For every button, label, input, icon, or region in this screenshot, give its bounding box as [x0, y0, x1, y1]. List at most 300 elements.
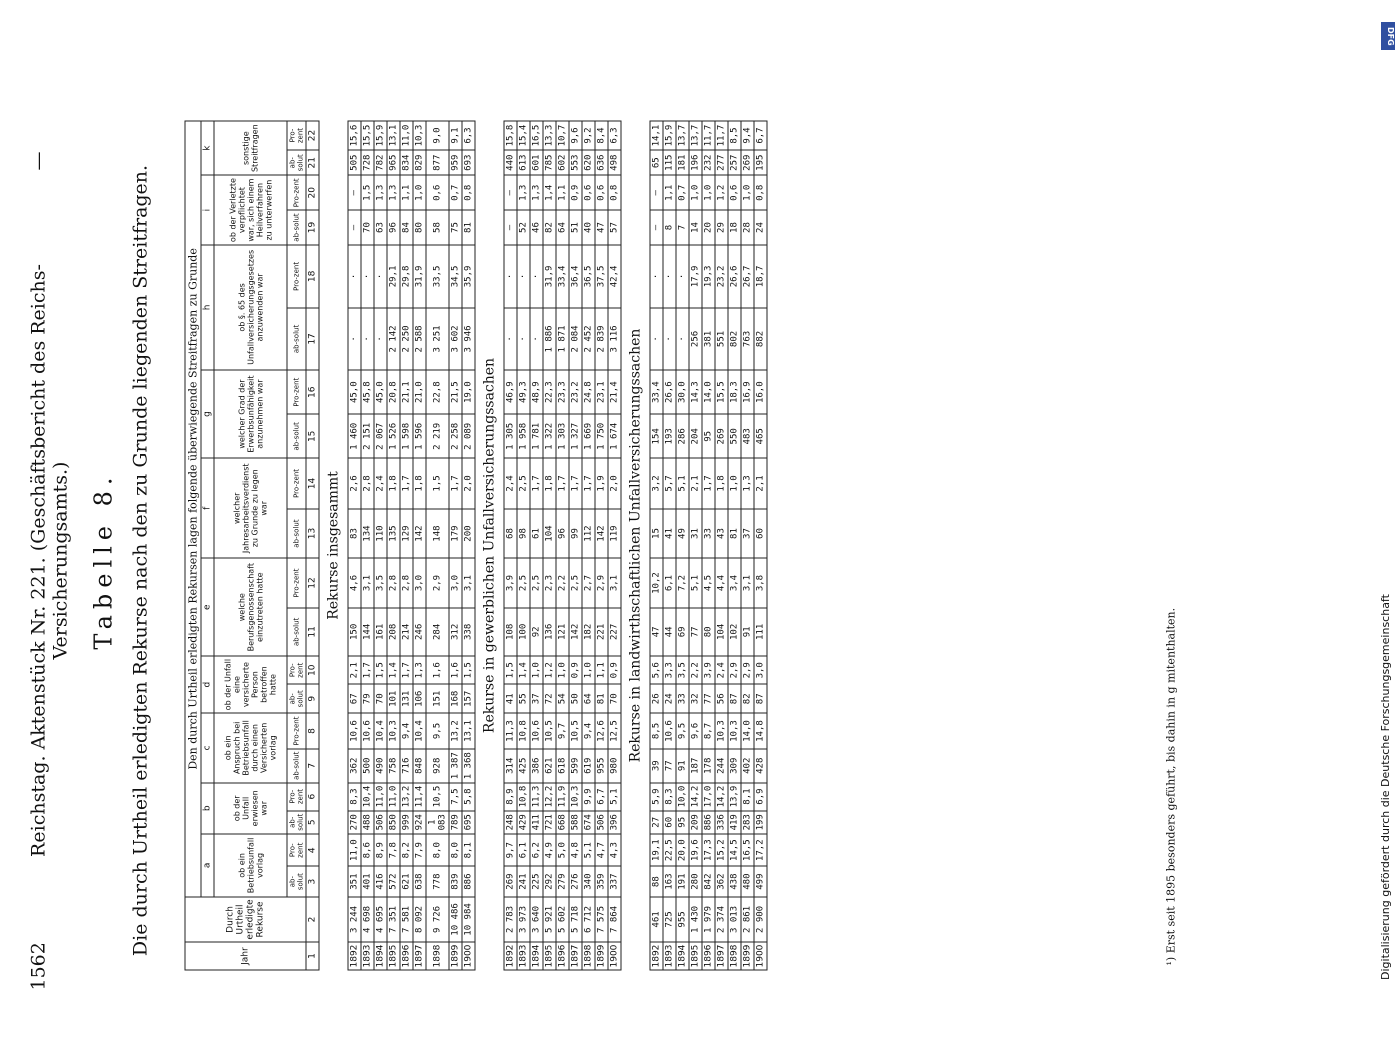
- value-cell: 33: [702, 509, 715, 559]
- value-cell: 6,1: [663, 558, 676, 607]
- col-number: 16: [306, 370, 319, 415]
- value-cell: 7 581: [400, 897, 413, 942]
- value-cell: 2,9: [595, 558, 608, 607]
- value-cell: 602: [556, 150, 569, 175]
- value-cell: 16,9: [741, 370, 754, 415]
- value-cell: 3,1: [608, 558, 621, 607]
- value-cell: 23,1: [595, 370, 608, 415]
- value-cell: 232: [702, 150, 715, 175]
- value-cell: 99: [569, 509, 582, 559]
- value-cell: 674: [582, 811, 595, 834]
- year-cell: 1899: [595, 942, 608, 970]
- value-cell: 91: [676, 749, 689, 783]
- value-cell: 2,5: [530, 558, 543, 607]
- value-cell: 31,9: [413, 245, 426, 308]
- value-cell: 248: [504, 811, 517, 834]
- value-cell: 67: [348, 684, 361, 713]
- value-cell: 0,9: [569, 656, 582, 684]
- value-cell: 64: [582, 684, 595, 713]
- value-cell: 4 698: [361, 897, 374, 942]
- value-cell: 848: [413, 749, 426, 783]
- value-cell: 1,0: [728, 458, 741, 509]
- value-cell: 0,7: [676, 175, 689, 210]
- value-cell: 24: [663, 684, 676, 713]
- value-cell: 886: [702, 811, 715, 834]
- value-cell: 14,8: [754, 713, 767, 749]
- value-cell: ·: [348, 245, 361, 308]
- value-cell: 10 486: [449, 897, 462, 942]
- value-cell: 6,3: [462, 121, 475, 150]
- value-cell: 9,6: [689, 713, 702, 749]
- value-cell: 1,7: [569, 458, 582, 509]
- value-cell: 47: [650, 608, 663, 656]
- value-cell: 19,1: [650, 834, 663, 866]
- value-cell: 789: [449, 811, 462, 834]
- value-cell: 3,9: [702, 656, 715, 684]
- value-cell: 2 900: [754, 897, 767, 942]
- footnote: ¹) Erst seit 1895 besonders geführt, bis dahin in g mitenthalten.: [1164, 607, 1178, 966]
- value-cell: 1,0: [741, 175, 754, 210]
- value-cell: 50: [569, 684, 582, 713]
- value-cell: 6,2: [530, 834, 543, 866]
- value-cell: 1,1: [595, 656, 608, 684]
- value-cell: 51: [569, 210, 582, 245]
- value-cell: 428: [754, 749, 767, 783]
- group-header: Den durch Urtheil erledigten Rekursen lagen folgende überwiegende Streitfragen zu Grunde: [185, 121, 201, 897]
- col-question-h: ob §. 65 des Unfallversicherungsgesetzes anzuwenden war: [214, 245, 287, 370]
- value-cell: 144: [361, 608, 374, 656]
- value-cell: 1,7: [556, 458, 569, 509]
- year-cell: 1895: [689, 942, 702, 970]
- value-cell: 3,5: [374, 558, 387, 607]
- value-cell: 134: [361, 509, 374, 559]
- value-cell: 64: [556, 210, 569, 245]
- value-cell: 29: [715, 210, 728, 245]
- col-number: 3: [306, 866, 319, 896]
- value-cell: 225: [530, 866, 543, 896]
- value-cell: 3,5: [676, 656, 689, 684]
- value-cell: ·: [676, 308, 689, 370]
- value-cell: 15,2: [715, 834, 728, 866]
- value-cell: 2 142: [387, 308, 400, 370]
- year-cell: 1899: [449, 942, 462, 970]
- value-cell: 3 602: [449, 308, 462, 370]
- table-row: [374, 121, 387, 970]
- value-cell: 46: [530, 210, 543, 245]
- value-cell: 18,7: [754, 245, 767, 308]
- value-cell: 1,3: [530, 175, 543, 210]
- running-title: Reichstag. Aktenstück Nr. 221. (Geschäftsbericht des Reichs-Versicherungsamts.): [27, 264, 72, 857]
- value-cell: 10,6: [361, 713, 374, 749]
- value-cell: 106: [413, 684, 426, 713]
- value-cell: 14,2: [715, 783, 728, 811]
- dfg-logo: DFG: [1381, 22, 1395, 50]
- value-cell: 1 886: [543, 308, 556, 370]
- letters-row: [201, 121, 214, 970]
- value-cell: 2,8: [387, 558, 400, 607]
- value-cell: 425: [517, 749, 530, 783]
- value-cell: 142: [569, 608, 582, 656]
- value-cell: 0,8: [462, 175, 475, 210]
- value-cell: ·: [663, 245, 676, 308]
- value-cell: 5 921: [543, 897, 556, 942]
- col-number: 18: [306, 245, 319, 308]
- year-cell: 1895: [543, 942, 556, 970]
- value-cell: 2 151: [361, 414, 374, 458]
- value-cell: 11,7: [715, 121, 728, 150]
- year-cell: 1896: [400, 942, 413, 970]
- value-cell: 61: [530, 509, 543, 559]
- value-cell: 8,0: [449, 834, 462, 866]
- col-number: 19: [306, 210, 319, 245]
- value-cell: 419: [728, 811, 741, 834]
- value-cell: 490: [374, 749, 387, 783]
- value-cell: 1,0: [702, 175, 715, 210]
- value-cell: 351: [348, 866, 361, 896]
- value-cell: 4 695: [374, 897, 387, 942]
- value-cell: 3,0: [754, 656, 767, 684]
- value-cell: 81: [728, 509, 741, 559]
- value-cell: 4,6: [348, 558, 361, 607]
- value-cell: 1,5: [504, 656, 517, 684]
- value-cell: 7,8: [387, 834, 400, 866]
- value-cell: 1,1: [556, 175, 569, 210]
- value-cell: 8,5: [728, 121, 741, 150]
- table-row: [595, 121, 608, 970]
- value-cell: 95: [702, 414, 715, 458]
- value-cell: 1 305: [504, 414, 517, 458]
- value-cell: 37,5: [595, 245, 608, 308]
- col-question-e: welche Berufsgenossenschaft einzutreten hatte: [214, 558, 287, 656]
- value-cell: 28: [741, 210, 754, 245]
- value-cell: 12,2: [543, 783, 556, 811]
- value-cell: 81: [595, 684, 608, 713]
- col-pct-g: Pro-zent: [287, 370, 306, 415]
- value-cell: 1 979: [702, 897, 715, 942]
- value-cell: 4,8: [569, 834, 582, 866]
- value-cell: 440: [504, 150, 517, 175]
- value-cell: 34,5: [449, 245, 462, 308]
- value-cell: 42,4: [608, 245, 621, 308]
- value-cell: 9,6: [569, 121, 582, 150]
- value-cell: 181: [676, 150, 689, 175]
- value-cell: 151: [426, 684, 449, 713]
- value-cell: 959: [449, 150, 462, 175]
- value-cell: 3,1: [741, 558, 754, 607]
- questions-row: [214, 121, 287, 970]
- statistics-table: [185, 121, 768, 971]
- value-cell: 6,1: [517, 834, 530, 866]
- value-cell: 1 750: [595, 414, 608, 458]
- value-cell: 11,0: [374, 783, 387, 811]
- value-cell: 1,0: [413, 175, 426, 210]
- value-cell: ·: [650, 245, 663, 308]
- value-cell: 2,2: [689, 656, 702, 684]
- value-cell: 8,3: [348, 783, 361, 811]
- value-cell: 26,6: [663, 370, 676, 415]
- value-cell: 2,0: [462, 458, 475, 509]
- col-pct-a: Pro-zent: [287, 834, 306, 866]
- value-cell: 19,6: [689, 834, 702, 866]
- col-number: 6: [306, 783, 319, 811]
- value-cell: 1,4: [543, 175, 556, 210]
- value-cell: 620: [582, 150, 595, 175]
- col-question-k: sonstige Streitfragen: [214, 121, 287, 175]
- value-cell: 87: [728, 684, 741, 713]
- value-cell: 1 387: [449, 749, 462, 783]
- value-cell: 15,6: [348, 121, 361, 150]
- value-cell: 2,1: [348, 656, 361, 684]
- value-cell: 1,6: [426, 656, 449, 684]
- table-row: [569, 121, 582, 970]
- col-abs-e: ab-solut: [287, 608, 306, 656]
- col-abs-f: ab-solut: [287, 509, 306, 559]
- value-cell: 1,0: [530, 656, 543, 684]
- value-cell: 37: [741, 509, 754, 559]
- value-cell: 1,2: [715, 175, 728, 210]
- col-letter-c: c: [201, 713, 214, 782]
- value-cell: 9,4: [741, 121, 754, 150]
- value-cell: ·: [374, 308, 387, 370]
- page-number: 1562: [27, 942, 50, 991]
- value-cell: 1,9: [595, 458, 608, 509]
- value-cell: 269: [715, 414, 728, 458]
- value-cell: 108: [504, 608, 517, 656]
- value-cell: 41: [504, 684, 517, 713]
- value-cell: 999: [400, 811, 413, 834]
- value-cell: 204: [689, 414, 702, 458]
- value-cell: 1,7: [400, 656, 413, 684]
- table-row: [504, 121, 517, 970]
- value-cell: 82: [741, 684, 754, 713]
- value-cell: 195: [754, 150, 767, 175]
- col-number: 1: [306, 942, 319, 970]
- value-cell: 4,5: [702, 558, 715, 607]
- value-cell: 70: [608, 684, 621, 713]
- value-cell: 2,5: [517, 558, 530, 607]
- value-cell: 551: [715, 308, 728, 370]
- col-number: 10: [306, 656, 319, 684]
- side-credit-text: Digitalisierung gefördert durch die Deutsche Forschungsgemeinschaft: [1379, 594, 1392, 980]
- value-cell: 2,2: [556, 558, 569, 607]
- value-cell: 3,3: [663, 656, 676, 684]
- value-cell: 1 958: [517, 414, 530, 458]
- value-cell: 7: [676, 210, 689, 245]
- value-cell: 0,9: [608, 656, 621, 684]
- value-cell: 14,3: [689, 370, 702, 415]
- value-cell: 3 116: [608, 308, 621, 370]
- value-cell: 721: [543, 811, 556, 834]
- value-cell: 1 368: [462, 749, 475, 783]
- value-cell: 11,4: [413, 783, 426, 811]
- value-cell: 19,0: [462, 370, 475, 415]
- column-numbers-row: [306, 121, 319, 970]
- value-cell: 22,8: [426, 370, 449, 415]
- value-cell: 15,4: [517, 121, 530, 150]
- value-cell: 96: [556, 509, 569, 559]
- value-cell: 2,8: [400, 558, 413, 607]
- value-cell: ·: [530, 308, 543, 370]
- value-cell: 725: [663, 897, 676, 942]
- col-abs-c: ab-solut: [287, 749, 306, 783]
- value-cell: 0,8: [608, 175, 621, 210]
- value-cell: 280: [689, 866, 702, 896]
- value-cell: 10,5: [569, 713, 582, 749]
- value-cell: 179: [449, 509, 462, 559]
- value-cell: 3 244: [348, 897, 361, 942]
- value-cell: 283: [741, 811, 754, 834]
- value-cell: 21,0: [413, 370, 426, 415]
- value-cell: 1,7: [449, 458, 462, 509]
- section-title: Rekurse insgesammt: [319, 121, 348, 970]
- value-cell: 244: [715, 749, 728, 783]
- year-cell: 1892: [348, 942, 361, 970]
- year-cell: 1897: [569, 942, 582, 970]
- value-cell: 2,4: [374, 458, 387, 509]
- table-row: [361, 121, 374, 970]
- table-row: [741, 121, 754, 970]
- col-pct-e: Pro-zent: [287, 558, 306, 607]
- value-cell: 5,0: [556, 834, 569, 866]
- value-cell: 16,5: [530, 121, 543, 150]
- value-cell: 142: [413, 509, 426, 559]
- value-cell: ·: [517, 308, 530, 370]
- col-letter-f: f: [201, 458, 214, 558]
- value-cell: 2,5: [517, 458, 530, 509]
- value-cell: 416: [374, 866, 387, 896]
- col-question-i: ob der Verletzte verpflichtet war, sich einem Heilverfahren zu unterwerfen: [214, 175, 287, 244]
- col-abs-g: ab-solut: [287, 414, 306, 458]
- value-cell: 29,1: [387, 245, 400, 308]
- col-pct-d: Pro-zent: [287, 656, 306, 684]
- value-cell: 0,8: [754, 175, 767, 210]
- value-cell: 29,8: [400, 245, 413, 308]
- value-cell: 5,8: [462, 783, 475, 811]
- value-cell: 256: [689, 308, 702, 370]
- value-cell: 112: [582, 509, 595, 559]
- value-cell: 40: [582, 210, 595, 245]
- value-cell: 8,9: [374, 834, 387, 866]
- value-cell: 3,1: [462, 558, 475, 607]
- value-cell: 33: [676, 684, 689, 713]
- value-cell: 36,5: [582, 245, 595, 308]
- col-letter-h: h: [201, 245, 214, 370]
- value-cell: 119: [608, 509, 621, 559]
- value-cell: 842: [702, 866, 715, 896]
- value-cell: 9 726: [426, 897, 449, 942]
- value-cell: 8: [663, 210, 676, 245]
- value-cell: 5,1: [582, 834, 595, 866]
- value-cell: 48,9: [530, 370, 543, 415]
- value-cell: 1,7: [530, 458, 543, 509]
- value-cell: 0,7: [449, 175, 462, 210]
- value-cell: 2 374: [715, 897, 728, 942]
- value-cell: 31: [689, 509, 702, 559]
- col-question-f: welcher Jahresarbeitsverdienst zu Grunde zu legen war: [214, 458, 287, 558]
- value-cell: 3 946: [462, 308, 475, 370]
- value-cell: 12,5: [608, 713, 621, 749]
- value-cell: 31,9: [543, 245, 556, 308]
- value-cell: 80: [702, 608, 715, 656]
- value-cell: 96: [387, 210, 400, 245]
- value-cell: 10,8: [517, 713, 530, 749]
- value-cell: 60: [663, 811, 676, 834]
- value-cell: 4,4: [715, 558, 728, 607]
- table-row: [689, 121, 702, 970]
- value-cell: 336: [715, 811, 728, 834]
- value-cell: 10,6: [348, 713, 361, 749]
- value-cell: ·: [530, 245, 543, 308]
- value-cell: 2 861: [741, 897, 754, 942]
- value-cell: 5,7: [663, 458, 676, 509]
- value-cell: 6,3: [608, 121, 621, 150]
- value-cell: 63: [374, 210, 387, 245]
- value-cell: 3,0: [413, 558, 426, 607]
- value-cell: 1,8: [387, 458, 400, 509]
- value-cell: 638: [413, 866, 426, 896]
- value-cell: 758: [387, 749, 400, 783]
- value-cell: 14,0: [702, 370, 715, 415]
- value-cell: 23,2: [569, 370, 582, 415]
- value-cell: 2,8: [361, 458, 374, 509]
- value-cell: 14,1: [650, 121, 663, 150]
- year-cell: 1894: [676, 942, 689, 970]
- rotated-page: [0, 61, 1337, 1061]
- value-cell: 0,6: [595, 175, 608, 210]
- table-subtitle: Die durch Urtheil erledigten Rekurse nach den zu Grunde liegenden Streitfragen.: [129, 164, 152, 957]
- section-header-row: [319, 121, 348, 970]
- value-cell: 601: [530, 150, 543, 175]
- value-cell: 208: [387, 608, 400, 656]
- col-number: 21: [306, 150, 319, 175]
- col-abs-h: ab-solut: [287, 308, 306, 370]
- value-cell: 79: [361, 684, 374, 713]
- table-row: [702, 121, 715, 970]
- value-cell: 1,4: [387, 656, 400, 684]
- value-cell: 618: [556, 749, 569, 783]
- value-cell: 150: [348, 608, 361, 656]
- value-cell: 9,5: [676, 713, 689, 749]
- value-cell: 362: [348, 749, 361, 783]
- value-cell: 214: [400, 608, 413, 656]
- value-cell: 980: [608, 749, 621, 783]
- value-cell: 13,9: [728, 783, 741, 811]
- col-abs-k: ab-solut: [287, 150, 306, 175]
- value-cell: —: [650, 210, 663, 245]
- year-cell: 1900: [462, 942, 475, 970]
- value-cell: 309: [728, 749, 741, 783]
- value-cell: 2 258: [449, 414, 462, 458]
- value-cell: 465: [754, 414, 767, 458]
- value-cell: 850: [387, 811, 400, 834]
- col-letter-i: i: [201, 175, 214, 244]
- side-credit: [1378, 20, 1396, 980]
- value-cell: 1,8: [715, 458, 728, 509]
- value-cell: 402: [741, 749, 754, 783]
- col-abs-a: ab-solut: [287, 866, 306, 896]
- col-question-a: ob ein Betriebsunfall vorlag: [214, 834, 287, 897]
- value-cell: 13,7: [676, 121, 689, 150]
- table-row: [449, 121, 462, 970]
- value-cell: 21,1: [400, 370, 413, 415]
- value-cell: 11,7: [702, 121, 715, 150]
- value-cell: 121: [556, 608, 569, 656]
- value-cell: 7 864: [608, 897, 621, 942]
- value-cell: 1 430: [689, 897, 702, 942]
- value-cell: 55: [517, 684, 530, 713]
- section-header-row: [621, 121, 650, 970]
- value-cell: 142: [595, 509, 608, 559]
